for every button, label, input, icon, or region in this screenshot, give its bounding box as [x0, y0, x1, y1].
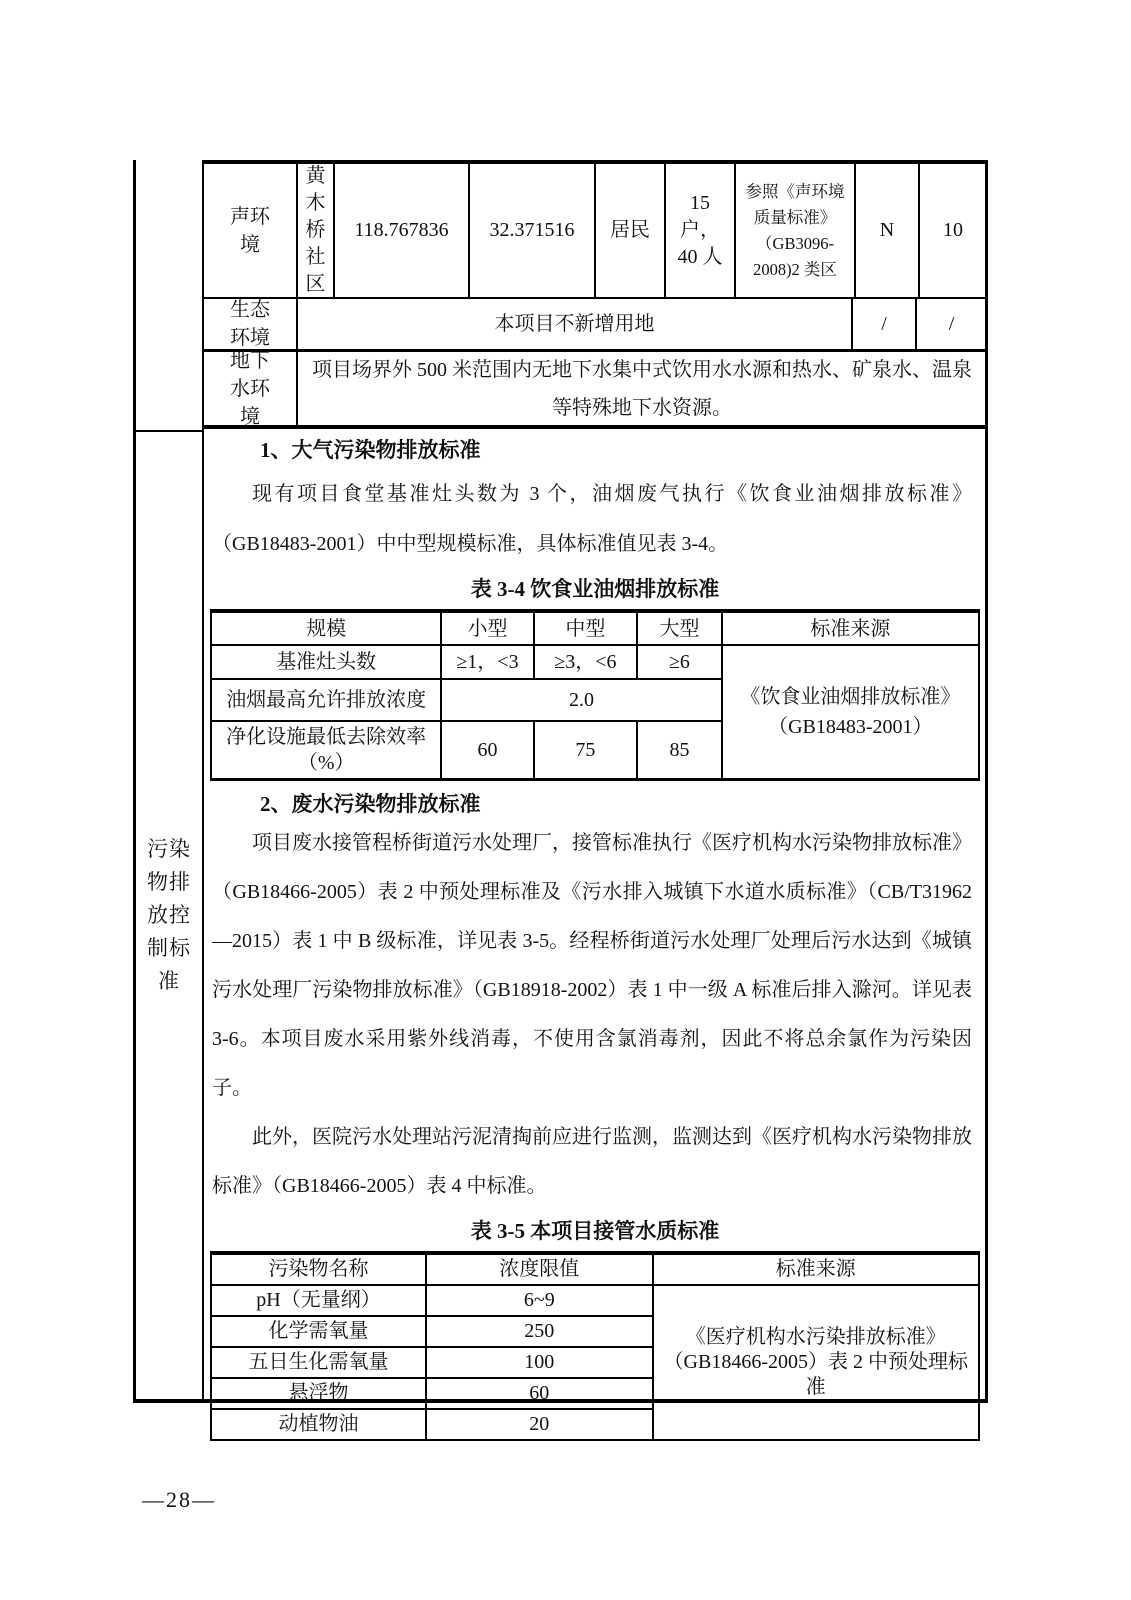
table35-ph-name: pH（无量纲）: [211, 1285, 426, 1316]
table34-header-medium: 中型: [534, 611, 638, 645]
groundwater-category-cell: [204, 349, 298, 428]
noise-category-cell: [204, 164, 298, 297]
table35-bod-limit: 100: [426, 1347, 653, 1378]
table34-efficiency-small: 60: [441, 721, 533, 780]
ecology-content-cell: 本项目不新增用地: [298, 299, 853, 349]
category-column: [136, 160, 204, 1399]
table35-header-limit: 浓度限值: [426, 1253, 653, 1285]
table35-header-pollutant: 污染物名称: [211, 1253, 426, 1285]
table35-oil-limit: 20: [426, 1409, 653, 1440]
noise-site-cell: [298, 164, 335, 297]
table34-stoves-label: 基准灶头数: [211, 645, 441, 679]
table35-cod-name: 化学需氧量: [211, 1316, 426, 1347]
table34-stoves-large: ≥6: [637, 645, 721, 679]
pollution-standards-content: [204, 429, 986, 1441]
table34-header-scale: 规模: [211, 611, 441, 645]
table35-water-quality-standard: [210, 1251, 980, 1441]
noise-site-label: 黄木桥社区: [305, 165, 326, 295]
table35-title: 表 3-5 本项目接管水质标准: [470, 1219, 720, 1243]
table35-oil-name: 动植物油: [211, 1409, 426, 1440]
table34-oil-fume-standard: [210, 609, 980, 781]
table34-title: 表 3-4 饮食业油烟排放标准: [470, 577, 720, 601]
table34-header-source: 标准来源: [722, 611, 979, 645]
noise-longitude-cell: 118.767836: [335, 164, 470, 297]
table34-stoves-small: ≥1，<3: [441, 645, 533, 679]
wastewater-paragraph-2: 此外，医院污水处理站污泥清掏前应进行监测，监测达到《医疗机构水污染物排放标准》（GB18466-2005）表 4 中标准。: [212, 1126, 972, 1197]
pollution-control-standard-cell: [136, 432, 202, 1399]
table35-header-row: [211, 1253, 979, 1285]
noise-scale-cell: 15 户，40 人: [666, 164, 736, 297]
table35-ss-limit: 60: [426, 1378, 653, 1409]
environment-form-table: [133, 160, 988, 1435]
table34-source-cell: 《饮食业油烟排放标准》（GB18483-2001）: [722, 645, 979, 780]
form-content-column: [204, 160, 986, 1435]
ecology-slash2-cell: /: [948, 312, 955, 335]
table34-efficiency-label: 净化设施最低去除效率（%）: [211, 721, 441, 780]
ecology-slash1-cell: /: [853, 299, 917, 349]
ecology-category-cell: [204, 299, 298, 349]
wastewater-standard-heading: 2、废水污染物排放标准: [260, 792, 481, 816]
noise-latitude-cell: 32.371516: [470, 164, 596, 297]
table35-cod-limit: 250: [426, 1316, 653, 1347]
page-number: —28—: [142, 1487, 216, 1512]
pollution-standards-row: [204, 429, 986, 1441]
noise-object-type-cell: 居民: [596, 164, 666, 297]
groundwater-content-cell: 项目场界外 500 米范围内无地下水集中式饮用水水源和热水、矿泉水、温泉等特殊地下水资源。: [312, 358, 972, 419]
table34-stoves-row: [211, 645, 979, 679]
table34-header-large: 大型: [637, 611, 721, 645]
table34-header-row: [211, 611, 979, 645]
ecology-environment-row: [204, 297, 986, 349]
category-column-continuation-cell: [136, 160, 202, 432]
table34-concentration-label: 油烟最高允许排放浓度: [211, 679, 441, 721]
table34-concentration-value: 2.0: [441, 679, 721, 721]
wastewater-paragraph-1: 项目废水接管程桥街道污水处理厂，接管标准执行《医疗机构水污染物排放标准》（GB18466-2005）表 2 中预处理标准及《污水排入城镇下水道水质标准》（CB/T31962—2015）表 1 中 B 级标准，详见表 3-5。经程桥街道污水处理厂处理后污水达到《城镇污水处理厂污染物排放标准》（GB18918-2002）表 1 中一级 A 标准后排入滁河。详见表 3-6。本项目废水采用紫外线消毒，不使用含氯消毒剂，因此不将总余氯作为污染因子。: [212, 832, 972, 1099]
noise-distance-cell: 10: [943, 219, 963, 241]
table34-header-small: 小型: [441, 611, 533, 645]
table35-ss-name: 悬浮物: [211, 1378, 426, 1409]
groundwater-category-label: 地下水环境: [230, 349, 270, 428]
noise-n-cell: N: [856, 164, 920, 297]
table35-header-source: 标准来源: [653, 1253, 979, 1285]
pollution-control-standard-label: 污染物排放控制标准: [146, 837, 191, 993]
air-standard-heading: 1、大气污染物排放标准: [260, 438, 481, 462]
groundwater-environment-row: [204, 349, 986, 429]
noise-category-label: 声环境: [230, 205, 270, 256]
table35-row-ph: [211, 1285, 979, 1316]
table35-bod-name: 五日生化需氧量: [211, 1347, 426, 1378]
noise-environment-row: [204, 164, 986, 297]
table34-efficiency-large: 85: [637, 721, 721, 780]
table35-source-cell: 《医疗机构水污染排放标准》（GB18466-2005）表 2 中预处理标准: [653, 1285, 979, 1440]
air-standard-paragraph: 现有项目食堂基准灶头数为 3 个，油烟废气执行《饮食业油烟排放标准》（GB18483-2001）中中型规模标准，具体标准值见表 3-4。: [212, 483, 972, 555]
table35-ph-limit: 6~9: [426, 1285, 653, 1316]
noise-standard-cell: 参照《声环境质量标准》（GB3096-2008)2 类区: [736, 164, 856, 297]
table34-stoves-medium: ≥3，<6: [534, 645, 638, 679]
table34-efficiency-medium: 75: [534, 721, 638, 780]
ecology-category-label: 生态环境: [230, 299, 270, 349]
